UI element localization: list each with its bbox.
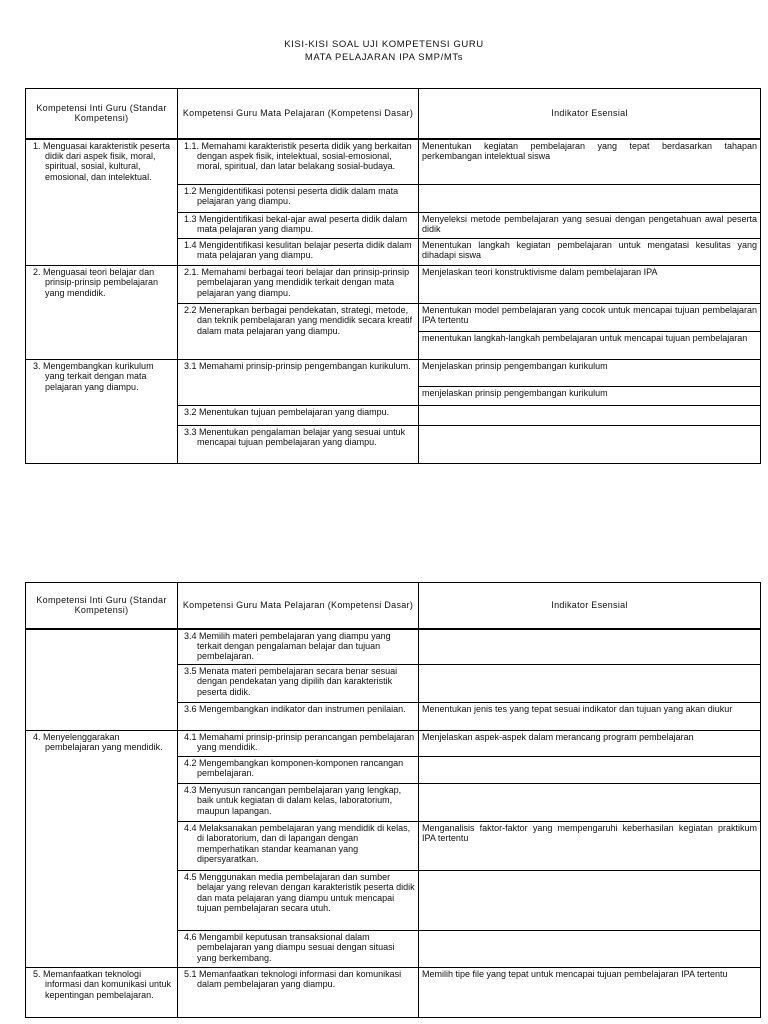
kd-cell — [178, 185, 419, 213]
kd-text: 1.4 Mengidentifikasi kesulitan belajar peserta didik dalam mata pelajaran yang diampu. — [184, 240, 412, 261]
ie-text: Menjelaskan prinsip pengembangan kurikulum — [422, 361, 608, 371]
ie-text: Menentukan langkah kegiatan pembelajaran untuk mengatasi kesulitas yang dihadapi siswa — [422, 240, 757, 261]
kd-text: 3.6 Mengembangkan indikator dan instrumen penilaian. — [184, 704, 406, 714]
ki-cell — [26, 629, 178, 731]
ie-text: Menentukan jenis tes yang tepat sesuai indikator dan tujuan yang akan diukur — [422, 704, 733, 714]
ie-cell — [419, 757, 761, 784]
kd-text: 3.5 Menata materi pembelajaran secara benar sesuai dengan pendekatan yang dipilih dan karakteristik peserta didik. — [184, 666, 398, 697]
ie-cell — [419, 731, 761, 757]
kd-text: 4.4 Melaksanakan pembelajaran yang mendidik di kelas, di laboratorium, dan di lapangan dengan memperhatikan standar keamanan yang dipersyaratkan. — [184, 823, 411, 865]
kd-cell — [178, 406, 419, 426]
ki-cell — [26, 968, 178, 1018]
kd-cell — [178, 360, 419, 406]
kd-text: 2.1. Memahami berbagai teori belajar dan prinsip-prinsip pembelajaran yang mendidik terkait dengan mata pelajaran yang diampu. — [184, 267, 410, 298]
ie-cell — [419, 387, 761, 406]
ie-cell — [419, 931, 761, 968]
ie-text: Menentukan model pembelajaran yang cocok untuk mencapai tujuan pembelajaran IPA tertentu — [422, 305, 757, 326]
kd-cell — [178, 266, 419, 304]
kd-text: 4.6 Mengambil keputusan transaksional dalam pembelajaran yang diampu sesuai dengan situasi yang berkembang. — [184, 932, 395, 963]
ie-text: Menjelaskan teori konstruktivisme dalam pembelajaran IPA — [422, 267, 658, 277]
kd-cell — [178, 665, 419, 703]
competency-table-1 — [25, 88, 761, 464]
ki-text: 3. Mengembangkan kurikulum yang terkait dengan mata pelajaran yang diampu. — [33, 361, 154, 392]
ie-cell — [419, 784, 761, 822]
kd-text: 3.1 Memahami prinsip-prinsip pengembangan kurikulum. — [184, 361, 411, 371]
kd-cell — [178, 757, 419, 784]
table-row — [26, 266, 761, 304]
ki-cell — [26, 360, 178, 464]
table-row — [26, 968, 761, 1018]
ki-text: 2. Menguasai teori belajar dan prinsip-prinsip pembelajaran yang mendidik. — [33, 267, 159, 298]
ki-cell — [26, 139, 178, 266]
ie-cell — [419, 406, 761, 426]
kd-text: 2.2 Menerapkan berbagai pendekatan, strategi, metode, dan teknik pembelajaran yang mendidik secara kreatif dalam mata pelajaran yang diampu. — [184, 305, 413, 336]
table-row — [26, 629, 761, 665]
ie-cell — [419, 871, 761, 931]
ie-text: menentukan langkah-langkah pembelajaran untuk mencapai tujuan pembelajaran — [422, 333, 748, 343]
ie-text: Menentukan kegiatan pembelajaran yang tepat berdasarkan tahapan perkembangan intelektual siswa — [422, 140, 757, 161]
kd-text: 3.4 Memilih materi pembelajaran yang diampu yang terkait dengan pengalaman belajar dan tujuan pembelajaran. — [184, 630, 391, 662]
table-row — [26, 139, 761, 185]
ie-cell — [419, 266, 761, 304]
ki-cell — [26, 266, 178, 360]
ki-text: 1. Menguasai karakteristik peserta didik dari aspek fisik, moral, spiritual, sosial, kultural, emosional, dan intelektual. — [33, 140, 171, 182]
kd-cell — [178, 629, 419, 665]
kd-cell — [178, 731, 419, 757]
ki-text: 4. Menyelenggarakan pembelajaran yang mendidik. — [33, 732, 163, 753]
ie-cell — [419, 239, 761, 266]
ie-cell — [419, 332, 761, 360]
header-kompetensi-inti: Kompetensi Inti Guru (Standar Kompetensi) — [26, 89, 178, 139]
ki-text: 5. Memanfaatkan teknologi informasi dan komunikasi untuk kepentingan pembelajaran. — [33, 969, 172, 1000]
table-header-row — [26, 583, 761, 629]
header-kompetensi-dasar: Kompetensi Guru Mata Pelajaran (Kompetensi Dasar) — [178, 89, 419, 139]
competency-table-2 — [25, 582, 761, 1018]
kd-text: 4.1 Memahami prinsip-prinsip perancangan pembelajaran yang mendidik. — [184, 732, 415, 753]
ie-cell — [419, 185, 761, 213]
ie-cell — [419, 703, 761, 731]
kd-cell — [178, 139, 419, 185]
kd-cell — [178, 703, 419, 731]
kd-cell — [178, 304, 419, 360]
header-kompetensi-dasar: Kompetensi Guru Mata Pelajaran (Kompetensi Dasar) — [178, 583, 419, 629]
ie-text: Menyeleksi metode pembelajaran yang sesuai dengan pengetahuan awal peserta didik — [422, 214, 757, 235]
kd-cell — [178, 931, 419, 968]
title-line-2: MATA PELAJARAN IPA SMP/MTs — [304, 52, 464, 63]
ie-cell — [419, 822, 761, 871]
ie-text: Menganalisis faktor-faktor yang mempengaruhi keberhasilan kegiatan praktikum IPA tertentu — [422, 823, 757, 844]
table-row — [26, 360, 761, 387]
kd-text: 4.3 Menyusun rancangan pembelajaran yang lengkap, baik untuk kegiatan di dalam kelas, laboratorium, maupun lapangan. — [184, 785, 402, 816]
table-header-row — [26, 89, 761, 139]
ie-text: menjelaskan prinsip pengembangan kurikulum — [422, 388, 608, 398]
kd-text: 1.3 Mengidentifikasi bekal-ajar awal peserta didik dalam mata pelajaran yang diampu. — [184, 214, 408, 235]
header-indikator-esensial: Indikator Esensial — [419, 583, 761, 629]
ie-cell — [419, 426, 761, 464]
ie-cell — [419, 968, 761, 1018]
ie-cell — [419, 139, 761, 185]
kd-text: 1.2 Mengidentifikasi potensi peserta didik dalam mata pelajaran yang diampu. — [184, 186, 399, 207]
document-title — [0, 38, 768, 64]
ie-cell — [419, 213, 761, 239]
header-kompetensi-inti: Kompetensi Inti Guru (Standar Kompetensi) — [26, 583, 178, 629]
table-row — [26, 731, 761, 757]
ie-cell — [419, 304, 761, 332]
title-line-1: KISI-KISI SOAL UJI KOMPETENSI GURU — [284, 39, 484, 50]
kd-text: 3.2 Menentukan tujuan pembelajaran yang diampu. — [184, 407, 390, 417]
ie-cell — [419, 629, 761, 665]
ie-cell — [419, 360, 761, 387]
ie-text: Menjelaskan aspek-aspek dalam merancang program pembelajaran — [422, 732, 694, 742]
kd-text: 1.1. Memahami karakteristik peserta didik yang berkaitan dengan aspek fisik, intelektual, sosial-emosional, moral, spiritual, dan latar belakang sosial-budaya. — [184, 140, 412, 172]
ie-text: Memilih tipe file yang tepat untuk mencapai tujuan pembelajaran IPA tertentu — [422, 969, 728, 979]
kd-text: 3.3 Menentukan pengalaman belajar yang sesuai untuk mencapai tujuan pembelajaran yang diampu. — [184, 427, 406, 448]
kd-cell — [178, 213, 419, 239]
kd-text: 4.5 Menggunakan media pembelajaran dan sumber belajar yang relevan dengan karakteristik peserta didik dan mata pelajaran yang diampu untuk mencapai tujuan pembelajaran secara utuh. — [184, 872, 415, 914]
kd-cell — [178, 239, 419, 266]
kd-cell — [178, 968, 419, 1018]
ki-cell — [26, 731, 178, 968]
kd-text: 4.2 Mengembangkan komponen-komponen rancangan pembelajaran. — [184, 758, 404, 779]
kd-cell — [178, 426, 419, 464]
header-indikator-esensial: Indikator Esensial — [419, 89, 761, 139]
kd-cell — [178, 784, 419, 822]
ie-cell — [419, 665, 761, 703]
kd-text: 5.1 Memanfaatkan teknologi informasi dan komunikasi dalam pembelajaran yang diampu. — [184, 969, 402, 990]
kd-cell — [178, 871, 419, 931]
kd-cell — [178, 822, 419, 871]
